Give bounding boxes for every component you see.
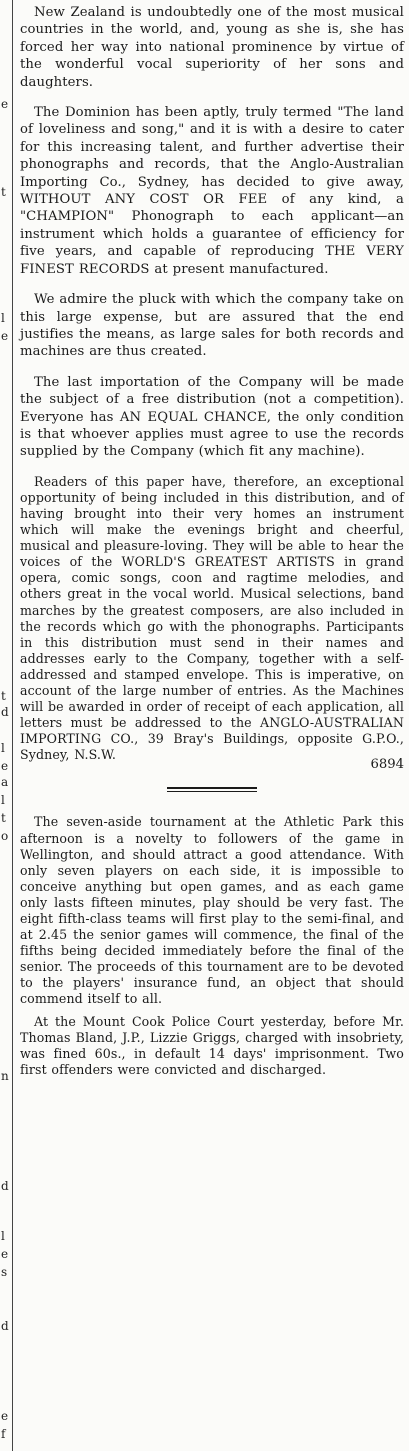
margin-fragment: n xyxy=(1,1069,9,1083)
margin-fragment: d xyxy=(1,705,9,719)
adjacent-column-edge xyxy=(0,0,14,1451)
article-paragraph: At the Mount Cook Police Court yesterday, before Mr. Thomas Bland, J.P., Lizzie Griggs, charged with insobriety, was fined 60s., in default 14 days' imprisonment. Two first offenders were convicted and discharged. xyxy=(20,1013,404,1077)
article-paragraph: The seven-aside tournament at the Athletic Park this afternoon is a novelty to followers of the game in Wellington, and should attract a good attendance. With only seven players on each side, it is impossible to conceive anything but open games, and as each game only lasts fifteen minutes, play should be very fast. The eight fifth-class teams will first play to the semi-final, and at 2.45 the senior games will commence, the final of the fifths being decided immediately before the final of the senior. The proceeds of this tournament are to be devoted to the players' insurance fund, an object that should commend itself to all. xyxy=(20,814,404,1007)
article-paragraph: We admire the pluck with which the company take on this large expense, but are assured that the end justifies the means, as large sales for both records and machines are thus created. xyxy=(20,292,404,360)
margin-fragment: e xyxy=(1,97,9,111)
local-news xyxy=(20,814,404,1078)
margin-fragment: t xyxy=(1,185,6,199)
article-paragraph: The Dominion has been aptly, truly termed "The land of loveliness and song," and it is with a desire to cater for this increasing talent, and further advertise their phonographs and records, that the Anglo-Australian Importing Co., Sydney, has decided to give away, WITHOUT ANY COST OR FEE of any kind, a "CHAMPION" Phonograph to each applicant—an instrument which holds a guarantee of efficiency for five years, and capable of reproducing THE VERY FINEST RECORDS at present manufactured. xyxy=(20,105,404,277)
section-divider xyxy=(167,787,257,792)
margin-fragment: l xyxy=(1,311,5,325)
margin-fragment: a xyxy=(1,775,9,789)
text-column xyxy=(20,4,404,1084)
margin-fragment: s xyxy=(1,1265,8,1279)
margin-fragment: o xyxy=(1,829,9,843)
article-paragraph: New Zealand is undoubtedly one of the most musical countries in the world, and, young as she is, she has forced her way into national prominence by virtue of the wonderful vocal superiority of her sons and daughters. xyxy=(20,5,404,90)
margin-fragment: l xyxy=(1,741,5,755)
margin-fragment: l xyxy=(1,793,5,807)
article-paragraph: Readers of this paper have, therefore, an exceptional opportunity of being included in this distribution, and of having brought into their very homes an instrument which will make the evenings bright and cheerful, musical and pleasure-loving. They will be able to hear the voices of the WORLD'S GREATEST ARTISTS in grand opera, comic songs, coon and ragtime melodies, and others great in the vocal world. Musical selections, band marches by the greatest composers, are also included in the records which go with the phonographs. Participants in this distribution must send in their names and addresses early to the Company, together with a self-addressed and stamped envelope. This is imperative, on account of the large number of entries. As the Machines will be awarded in order of receipt of each application, all letters must be addressed to the ANGLO-AUSTRALIAN IMPORTING CO., 39 Bray's Buildings, opposite G.P.O., Sydney, N.S.W. xyxy=(20,473,404,763)
margin-fragment: t xyxy=(1,689,6,703)
margin-fragment: e xyxy=(1,1409,9,1423)
margin-fragment: e xyxy=(1,1247,9,1261)
margin-fragment: e xyxy=(1,329,9,343)
margin-fragment: d xyxy=(1,1179,9,1193)
margin-fragment: e xyxy=(1,759,9,773)
phonograph-advertisement xyxy=(20,4,404,773)
column-rule xyxy=(12,0,13,1451)
advert-reference-number: 6894 xyxy=(370,757,404,773)
margin-fragment: l xyxy=(1,1229,5,1243)
margin-fragment: t xyxy=(1,811,6,825)
margin-fragment: f xyxy=(1,1427,6,1441)
margin-fragment: d xyxy=(1,1319,9,1333)
article-paragraph: The last importation of the Company will be made the subject of a free distribution (not a competition). Everyone has AN EQUAL CHANCE, the only condition is that whoever applies must agree to use the records supplied by the Company (which fit any machine). xyxy=(20,374,404,460)
